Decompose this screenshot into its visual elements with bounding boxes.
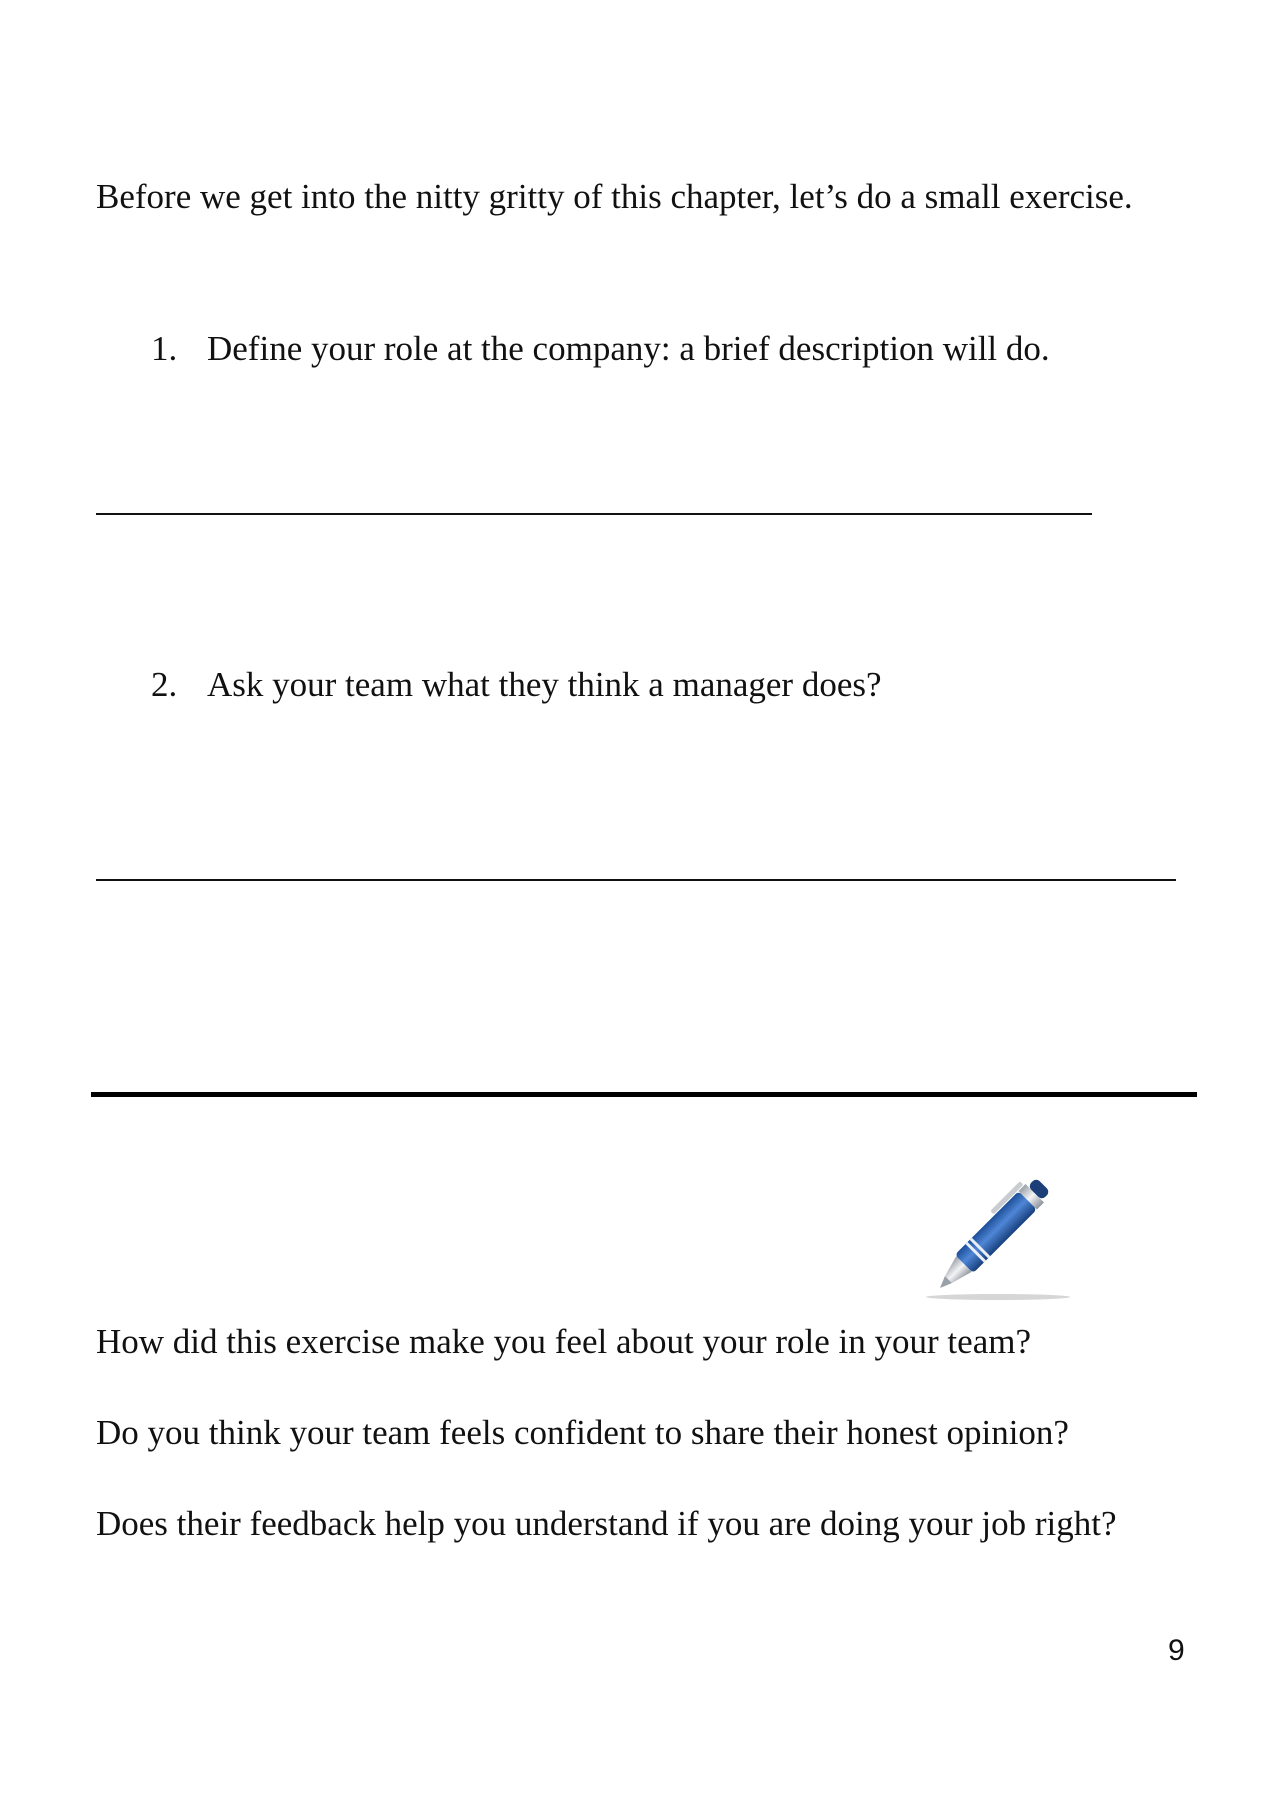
exercise-item-2 (151, 663, 882, 707)
answer-line-1[interactable] (96, 513, 1092, 515)
reflection-question-1: How did this exercise make you feel about your role in your team? (96, 1322, 1031, 1361)
section-divider (91, 1092, 1197, 1097)
exercise-item-1-text: Define your role at the company: a brief description will do. (207, 329, 1050, 368)
exercise-item-2-text: Ask your team what they think a manager does? (207, 665, 882, 704)
pen-icon (918, 1150, 1078, 1310)
page-number: 9 (1168, 1634, 1185, 1667)
exercise-item-1-number: 1. (151, 329, 178, 368)
reflection-question-2: Do you think your team feels confident to share their honest opinion? (96, 1413, 1069, 1452)
answer-line-2[interactable] (96, 879, 1176, 881)
exercise-item-1 (151, 327, 1050, 371)
exercise-item-2-number: 2. (151, 665, 178, 704)
intro-paragraph: Before we get into the nitty gritty of this chapter, let’s do a small exercise. (96, 177, 1133, 216)
reflection-question-3: Does their feedback help you understand if you are doing your job right? (96, 1504, 1117, 1543)
